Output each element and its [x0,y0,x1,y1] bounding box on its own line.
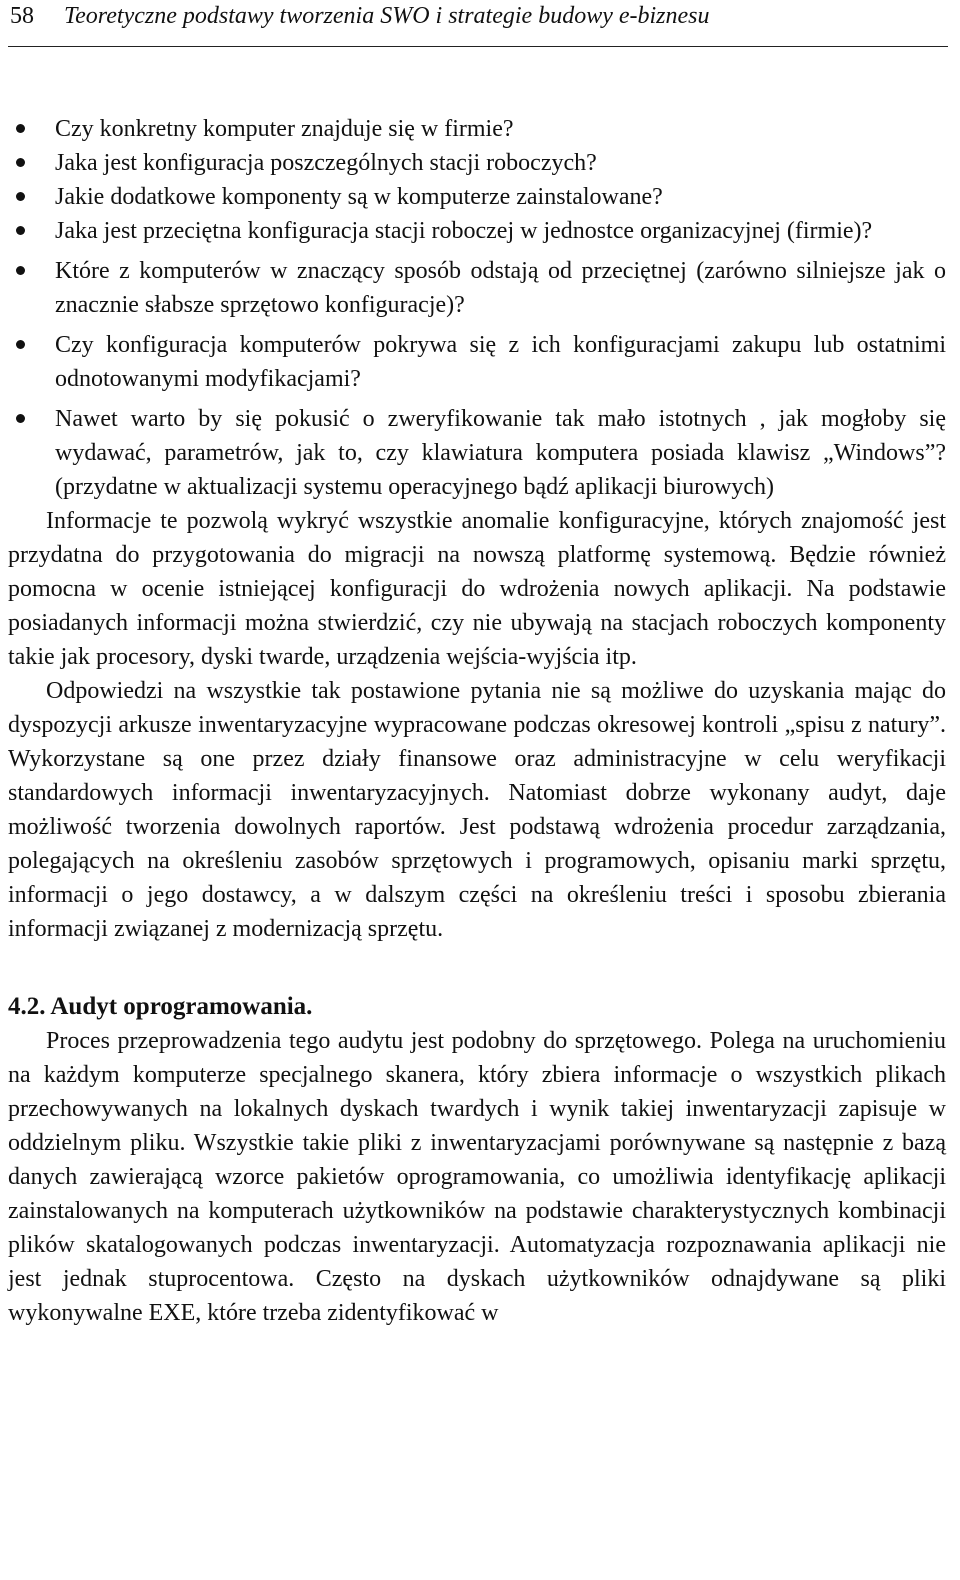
running-title: Teoretyczne podstawy tworzenia SWO i strategie budowy e-biznesu [64,3,710,29]
section-paragraph: Proces przeprowadzenia tego audytu jest podobny do sprzętowego. Polega na uruchomieniu na każdym komputerze specjalnego skanera, który zbiera informacje o wszystkich plikach przechowywanych na lokalnych dyskach twardych i wynik takiej inwentaryzacji zapisuje w oddzielnym pliku. Wszystkie takie pliki z inwentaryzacjami porównywane są następnie z bazą danych zawierającą wzorce pakietów oprogramowania, co umożliwia identyfikację aplikacji zainstalowanych na komputerach użytkowników na podstawie charakterystycznych kombinacji plików skatalogowanych podczas inwentaryzacji. Automatyzacja rozpoznawania aplikacji nie jest jednak stuprocentowa. Często na dyskach użytkowników odnajdywane są pliki wykonywalne EXE, które trzeba zidentyfikować w [8,1028,946,1326]
list-item: Nawet warto by się pokusić o zweryfikowanie tak mało istotnych , jak mogłoby się wydawać, parametrów, jak to, czy klawiatura komputera posiada klawisz „Windows”? (przydatne w aktualizacji systemu operacyjnego bądź aplikacji biurowych) [8,402,946,504]
list-item: Czy konkretny komputer znajduje się w firmie? [8,112,946,146]
body-paragraph: Odpowiedzi na wszystkie tak postawione pytania nie są możliwe do uzyskania mając do dyspozycji arkusze inwentaryzacyjne wypracowane podczas okresowej kontroli „spisu z natury”. Wykorzystane są one przez działy finansowe oraz administracyjne w celu weryfikacji standardowych informacji inwentaryzacyjnych. Natomiast dobrze wykonany audyt, daje możliwość tworzenia dowolnych raportów. Jest podstawą wdrożenia procedur zarządzania, polegających na określeniu zasobów sprzętowych i programowych, opisaniu marki sprzętu, informacji o jego dostawcy, a w dalszym części na określeniu treści i sposobu zbierania informacji związanej z modernizacją sprzętu. [8,678,946,942]
list-item: Które z komputerów w znaczący sposób odstają od przeciętnej (zarówno silniejsze jak o znacznie słabsze sprzętowo konfiguracje)? [8,254,946,322]
section-heading: 4.2. Audyt oprogramowania. [8,993,313,1020]
list-item: Jaka jest konfiguracja poszczególnych stacji roboczych? [8,146,946,180]
body-paragraph: Informacje te pozwolą wykryć wszystkie anomalie konfiguracyjne, których znajomość jest przydatna do przygotowania do migracji na nowszą platformę systemową. Będzie również pomocna w ocenie istniejącej konfiguracji do wdrożenia nowych aplikacji. Na podstawie posiadanych informacji można stwierdzić, czy nie ubywają na stacjach roboczych komponenty takie jak procesory, dyski twarde, urządzenia wejścia-wyjścia itp. [8,508,946,670]
question-list [8,112,946,504]
running-header [8,0,948,47]
page-body [8,112,946,1330]
list-item: Jakie dodatkowe komponenty są w komputerze zainstalowane? [8,180,946,214]
page-number: 58 [10,3,34,29]
list-item: Czy konfiguracja komputerów pokrywa się z ich konfiguracjami zakupu lub ostatnimi odnotowanymi modyfikacjami? [8,328,946,396]
list-item: Jaka jest przeciętna konfiguracja stacji roboczej w jednostce organizacyjnej (firmie)? [8,214,946,248]
